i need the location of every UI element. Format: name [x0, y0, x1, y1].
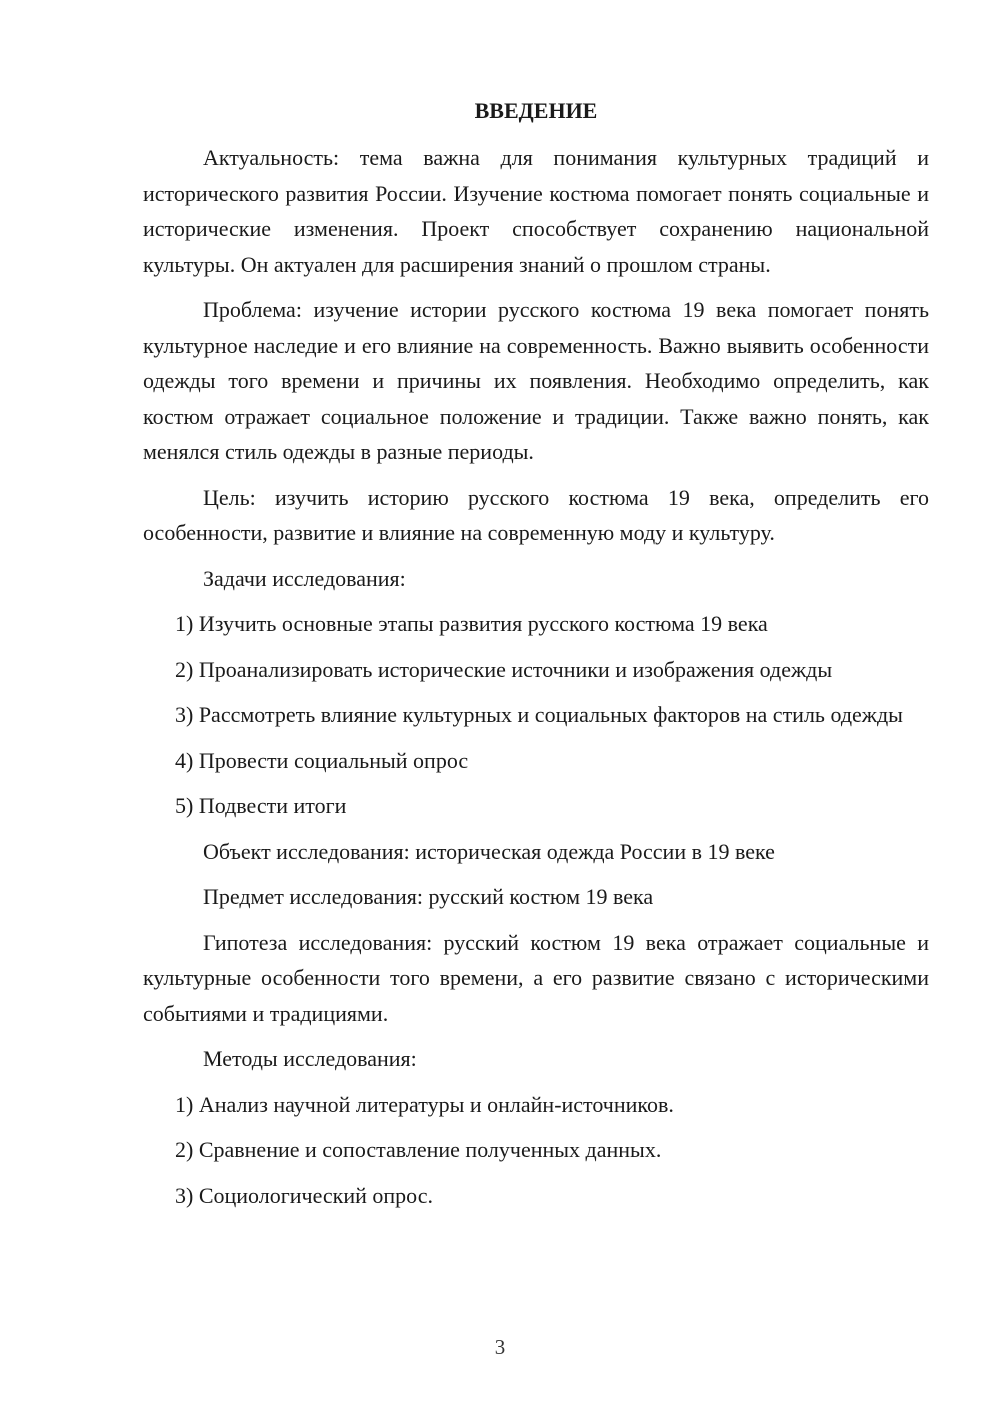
- page-number: 3: [494, 1335, 506, 1359]
- task-item-4: 4) Провести социальный опрос: [175, 747, 469, 773]
- method-item-3: 3) Социологический опрос.: [175, 1182, 433, 1208]
- task-item-3: 3) Рассмотреть влияние культурных и социальных факторов на стиль одежды: [175, 702, 903, 727]
- object-paragraph: Объект исследования: историческая одежда России в 19 веке: [203, 838, 775, 864]
- section-title: ВВЕДЕНИЕ: [474, 98, 598, 123]
- document-page: [143, 94, 929, 1223]
- subject-paragraph: Предмет исследования: русский костюм 19 века: [203, 884, 654, 909]
- task-item-2: 2) Проанализировать исторические источники и изображения одежды: [175, 656, 833, 682]
- relevance-paragraph: Актуальность: тема важна для понимания культурных традиций и исторического развития России. Изучение костюма помогает понять социальные и исторические изменения. Проект способствует сохранению национальной культуры. Он актуален для расширения знаний о прошлом страны.: [143, 145, 929, 277]
- methods-heading: Методы исследования:: [203, 1046, 417, 1071]
- method-item-1: 1) Анализ научной литературы и онлайн-источников.: [175, 1091, 674, 1117]
- hypothesis-paragraph: Гипотеза исследования: русский костюм 19 века отражает социальные и культурные особенности того времени, а его развитие связано с историческими событиями и традициями.: [143, 929, 929, 1026]
- goal-paragraph: Цель: изучить историю русского костюма 19 века, определить его особенности, развитие и влияние на современную моду и культуру.: [143, 484, 929, 545]
- method-item-2: 2) Сравнение и сопоставление полученных данных.: [175, 1137, 662, 1162]
- task-item-1: 1) Изучить основные этапы развития русского костюма 19 века: [175, 611, 768, 636]
- tasks-heading: Задачи исследования:: [203, 565, 406, 591]
- problem-paragraph: Проблема: изучение истории русского костюма 19 века помогает понять культурное наследие и его влияние на современность. Важно выявить особенности одежды того времени и причины их появления. Необходимо определить, как костюм отражает социальное положение и традиции. Также важно понять, как менялся стиль одежды в разные периоды.: [143, 297, 929, 464]
- task-item-5: 5) Подвести итоги: [175, 793, 347, 818]
